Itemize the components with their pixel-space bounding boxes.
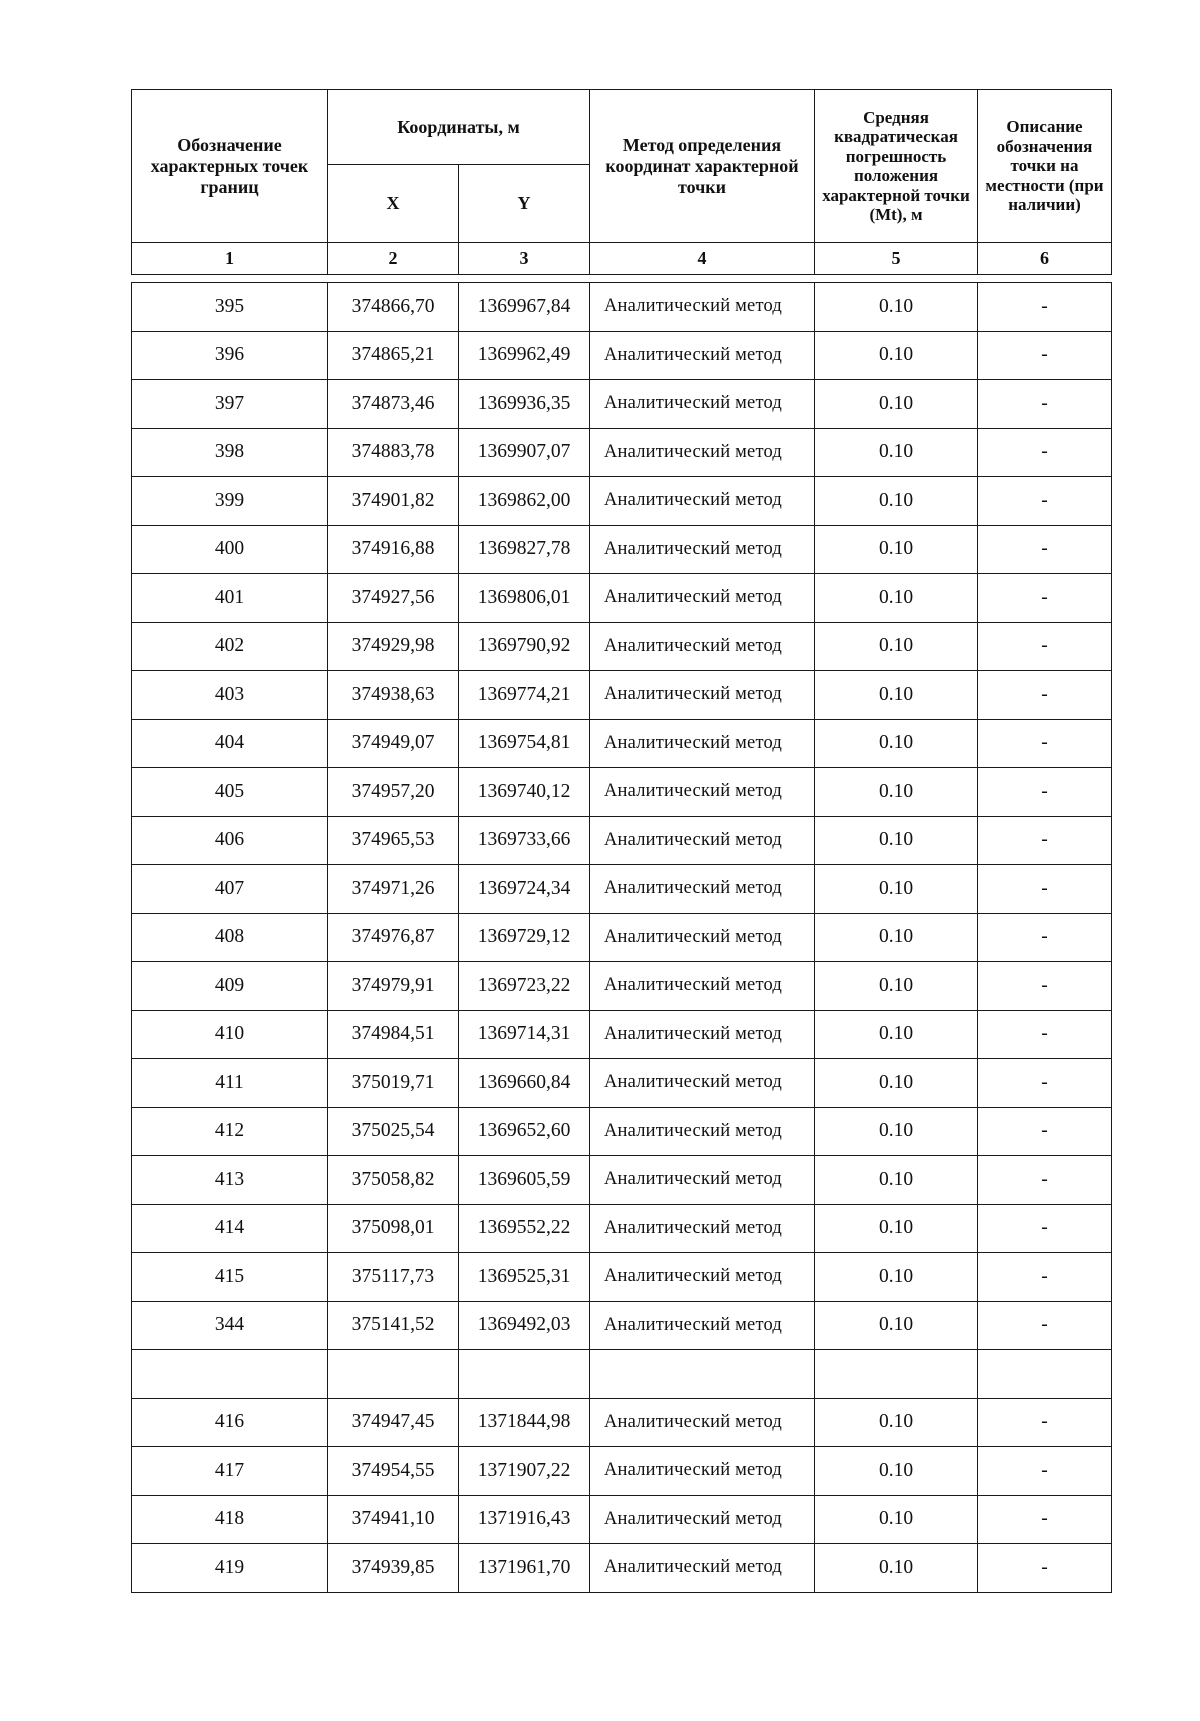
cell-y: 1369724,34 xyxy=(459,865,590,914)
cell-mt: 0.10 xyxy=(815,719,978,768)
cell-point: 397 xyxy=(132,380,328,429)
cell-x: 375117,73 xyxy=(328,1253,459,1302)
table-row xyxy=(132,1350,1112,1399)
table-row xyxy=(132,1204,1112,1253)
table-row xyxy=(132,1398,1112,1447)
cell-y xyxy=(459,1350,590,1399)
table-row xyxy=(132,1010,1112,1059)
cell-x: 374976,87 xyxy=(328,913,459,962)
cell-point: 413 xyxy=(132,1156,328,1205)
cell-x xyxy=(328,1350,459,1399)
cell-x: 374929,98 xyxy=(328,622,459,671)
cell-y: 1369733,66 xyxy=(459,816,590,865)
cell-description: - xyxy=(978,525,1112,574)
cell-description: - xyxy=(978,574,1112,623)
cell-description: - xyxy=(978,380,1112,429)
cell-method: Аналитический метод xyxy=(590,816,815,865)
cell-y: 1369660,84 xyxy=(459,1059,590,1108)
cell-mt: 0.10 xyxy=(815,1447,978,1496)
cell-y: 1369862,00 xyxy=(459,477,590,526)
table-row xyxy=(132,1495,1112,1544)
cell-point: 407 xyxy=(132,865,328,914)
header-mean-error: Средняя квадратическая погрешность положения характерной точки (Mt), м xyxy=(815,90,978,243)
cell-description: - xyxy=(978,331,1112,380)
header-number-6: 6 xyxy=(978,243,1112,275)
cell-y: 1371961,70 xyxy=(459,1544,590,1593)
cell-method: Аналитический метод xyxy=(590,1059,815,1108)
cell-point: 408 xyxy=(132,913,328,962)
cell-description: - xyxy=(978,719,1112,768)
table-row xyxy=(132,331,1112,380)
cell-y: 1369740,12 xyxy=(459,768,590,817)
cell-y: 1369714,31 xyxy=(459,1010,590,1059)
cell-description: - xyxy=(978,1156,1112,1205)
cell-y: 1369525,31 xyxy=(459,1253,590,1302)
cell-method: Аналитический метод xyxy=(590,1301,815,1350)
cell-point: 406 xyxy=(132,816,328,865)
cell-x: 374941,10 xyxy=(328,1495,459,1544)
table-row xyxy=(132,1447,1112,1496)
table-row xyxy=(132,622,1112,671)
cell-point: 417 xyxy=(132,1447,328,1496)
cell-method: Аналитический метод xyxy=(590,1156,815,1205)
cell-mt: 0.10 xyxy=(815,380,978,429)
header-number-5: 5 xyxy=(815,243,978,275)
cell-y: 1371907,22 xyxy=(459,1447,590,1496)
cell-y: 1369967,84 xyxy=(459,283,590,332)
cell-mt: 0.10 xyxy=(815,428,978,477)
cell-x: 374927,56 xyxy=(328,574,459,623)
cell-method: Аналитический метод xyxy=(590,1495,815,1544)
cell-method: Аналитический метод xyxy=(590,913,815,962)
cell-description: - xyxy=(978,1447,1112,1496)
cell-y: 1371844,98 xyxy=(459,1398,590,1447)
table-row xyxy=(132,477,1112,526)
cell-point: 419 xyxy=(132,1544,328,1593)
cell-y: 1371916,43 xyxy=(459,1495,590,1544)
cell-point: 415 xyxy=(132,1253,328,1302)
cell-method xyxy=(590,1350,815,1399)
cell-x: 375025,54 xyxy=(328,1107,459,1156)
table-row xyxy=(132,525,1112,574)
cell-mt xyxy=(815,1350,978,1399)
table-row xyxy=(132,865,1112,914)
cell-description: - xyxy=(978,283,1112,332)
table-row xyxy=(132,574,1112,623)
cell-description: - xyxy=(978,1495,1112,1544)
cell-x: 374979,91 xyxy=(328,962,459,1011)
cell-method: Аналитический метод xyxy=(590,1398,815,1447)
header-y: Y xyxy=(459,165,590,243)
cell-method: Аналитический метод xyxy=(590,622,815,671)
cell-point: 404 xyxy=(132,719,328,768)
cell-method: Аналитический метод xyxy=(590,768,815,817)
cell-method: Аналитический метод xyxy=(590,1447,815,1496)
cell-mt: 0.10 xyxy=(815,283,978,332)
cell-x: 374954,55 xyxy=(328,1447,459,1496)
cell-description: - xyxy=(978,1059,1112,1108)
cell-method: Аналитический метод xyxy=(590,428,815,477)
cell-method: Аналитический метод xyxy=(590,1010,815,1059)
cell-mt: 0.10 xyxy=(815,1495,978,1544)
table-row xyxy=(132,816,1112,865)
cell-x: 374947,45 xyxy=(328,1398,459,1447)
cell-method: Аналитический метод xyxy=(590,477,815,526)
cell-y: 1369605,59 xyxy=(459,1156,590,1205)
cell-y: 1369552,22 xyxy=(459,1204,590,1253)
cell-mt: 0.10 xyxy=(815,525,978,574)
table-row xyxy=(132,1107,1112,1156)
cell-method: Аналитический метод xyxy=(590,1544,815,1593)
cell-y: 1369907,07 xyxy=(459,428,590,477)
cell-point: 410 xyxy=(132,1010,328,1059)
cell-y: 1369962,49 xyxy=(459,331,590,380)
cell-x: 374971,26 xyxy=(328,865,459,914)
cell-x: 374957,20 xyxy=(328,768,459,817)
cell-description: - xyxy=(978,768,1112,817)
cell-point: 399 xyxy=(132,477,328,526)
cell-method: Аналитический метод xyxy=(590,525,815,574)
cell-point: 398 xyxy=(132,428,328,477)
cell-description: - xyxy=(978,428,1112,477)
cell-x: 374938,63 xyxy=(328,671,459,720)
cell-mt: 0.10 xyxy=(815,1301,978,1350)
header-description: Описание обозначения точки на местности (при наличии) xyxy=(978,90,1112,243)
table-header xyxy=(131,89,1112,275)
cell-point: 411 xyxy=(132,1059,328,1108)
cell-x: 374873,46 xyxy=(328,380,459,429)
cell-x: 374883,78 xyxy=(328,428,459,477)
table-row xyxy=(132,1253,1112,1302)
cell-x: 375141,52 xyxy=(328,1301,459,1350)
cell-point: 403 xyxy=(132,671,328,720)
cell-description: - xyxy=(978,1010,1112,1059)
cell-x: 374949,07 xyxy=(328,719,459,768)
cell-description: - xyxy=(978,1253,1112,1302)
table-body xyxy=(132,283,1112,1593)
cell-y: 1369936,35 xyxy=(459,380,590,429)
cell-x: 374939,85 xyxy=(328,1544,459,1593)
cell-point: 418 xyxy=(132,1495,328,1544)
header-method: Метод определения координат характерной точки xyxy=(590,90,815,243)
cell-mt: 0.10 xyxy=(815,1204,978,1253)
cell-mt: 0.10 xyxy=(815,1010,978,1059)
cell-x: 374901,82 xyxy=(328,477,459,526)
table-row xyxy=(132,1301,1112,1350)
cell-mt: 0.10 xyxy=(815,1253,978,1302)
cell-mt: 0.10 xyxy=(815,477,978,526)
cell-mt: 0.10 xyxy=(815,622,978,671)
cell-x: 374865,21 xyxy=(328,331,459,380)
cell-mt: 0.10 xyxy=(815,1398,978,1447)
table-row xyxy=(132,719,1112,768)
cell-point: 402 xyxy=(132,622,328,671)
table-row xyxy=(132,428,1112,477)
cell-point: 409 xyxy=(132,962,328,1011)
cell-description: - xyxy=(978,865,1112,914)
cell-y: 1369652,60 xyxy=(459,1107,590,1156)
cell-x: 375058,82 xyxy=(328,1156,459,1205)
cell-mt: 0.10 xyxy=(815,913,978,962)
header-number-4: 4 xyxy=(590,243,815,275)
cell-y: 1369723,22 xyxy=(459,962,590,1011)
table-row xyxy=(132,283,1112,332)
cell-mt: 0.10 xyxy=(815,865,978,914)
cell-point: 412 xyxy=(132,1107,328,1156)
cell-description: - xyxy=(978,1301,1112,1350)
cell-description: - xyxy=(978,1204,1112,1253)
cell-y: 1369492,03 xyxy=(459,1301,590,1350)
cell-x: 374866,70 xyxy=(328,283,459,332)
cell-point: 416 xyxy=(132,1398,328,1447)
header-number-1: 1 xyxy=(132,243,328,275)
cell-method: Аналитический метод xyxy=(590,331,815,380)
cell-description: - xyxy=(978,1107,1112,1156)
table-row xyxy=(132,671,1112,720)
cell-x: 375098,01 xyxy=(328,1204,459,1253)
cell-method: Аналитический метод xyxy=(590,865,815,914)
cell-point: 344 xyxy=(132,1301,328,1350)
cell-mt: 0.10 xyxy=(815,816,978,865)
cell-y: 1369790,92 xyxy=(459,622,590,671)
table-row xyxy=(132,1544,1112,1593)
cell-x: 375019,71 xyxy=(328,1059,459,1108)
cell-point: 414 xyxy=(132,1204,328,1253)
cell-mt: 0.10 xyxy=(815,574,978,623)
cell-method: Аналитический метод xyxy=(590,574,815,623)
cell-mt: 0.10 xyxy=(815,1059,978,1108)
cell-point: 396 xyxy=(132,331,328,380)
cell-mt: 0.10 xyxy=(815,1544,978,1593)
cell-y: 1369827,78 xyxy=(459,525,590,574)
cell-method: Аналитический метод xyxy=(590,380,815,429)
header-x: X xyxy=(328,165,459,243)
cell-description: - xyxy=(978,962,1112,1011)
coordinates-table xyxy=(131,282,1112,1593)
cell-mt: 0.10 xyxy=(815,768,978,817)
header-coordinates: Координаты, м xyxy=(328,90,590,165)
cell-method: Аналитический метод xyxy=(590,1204,815,1253)
cell-mt: 0.10 xyxy=(815,1107,978,1156)
cell-x: 374965,53 xyxy=(328,816,459,865)
cell-y: 1369774,21 xyxy=(459,671,590,720)
table-row xyxy=(132,962,1112,1011)
cell-method: Аналитический метод xyxy=(590,1253,815,1302)
header-point-designation: Обозначение характерных точек границ xyxy=(132,90,328,243)
cell-mt: 0.10 xyxy=(815,331,978,380)
cell-x: 374984,51 xyxy=(328,1010,459,1059)
cell-method: Аналитический метод xyxy=(590,719,815,768)
cell-description: - xyxy=(978,1398,1112,1447)
header-number-3: 3 xyxy=(459,243,590,275)
cell-description xyxy=(978,1350,1112,1399)
table-row xyxy=(132,768,1112,817)
cell-y: 1369806,01 xyxy=(459,574,590,623)
cell-description: - xyxy=(978,622,1112,671)
cell-point xyxy=(132,1350,328,1399)
cell-description: - xyxy=(978,671,1112,720)
cell-mt: 0.10 xyxy=(815,962,978,1011)
cell-method: Аналитический метод xyxy=(590,283,815,332)
cell-description: - xyxy=(978,477,1112,526)
cell-point: 395 xyxy=(132,283,328,332)
table-row xyxy=(132,1156,1112,1205)
cell-point: 405 xyxy=(132,768,328,817)
cell-description: - xyxy=(978,1544,1112,1593)
table-row xyxy=(132,380,1112,429)
cell-y: 1369729,12 xyxy=(459,913,590,962)
cell-description: - xyxy=(978,913,1112,962)
cell-method: Аналитический метод xyxy=(590,962,815,1011)
cell-point: 401 xyxy=(132,574,328,623)
table-row xyxy=(132,913,1112,962)
table-row xyxy=(132,1059,1112,1108)
cell-mt: 0.10 xyxy=(815,1156,978,1205)
cell-point: 400 xyxy=(132,525,328,574)
cell-y: 1369754,81 xyxy=(459,719,590,768)
cell-description: - xyxy=(978,816,1112,865)
cell-x: 374916,88 xyxy=(328,525,459,574)
cell-method: Аналитический метод xyxy=(590,1107,815,1156)
cell-mt: 0.10 xyxy=(815,671,978,720)
cell-method: Аналитический метод xyxy=(590,671,815,720)
header-number-2: 2 xyxy=(328,243,459,275)
